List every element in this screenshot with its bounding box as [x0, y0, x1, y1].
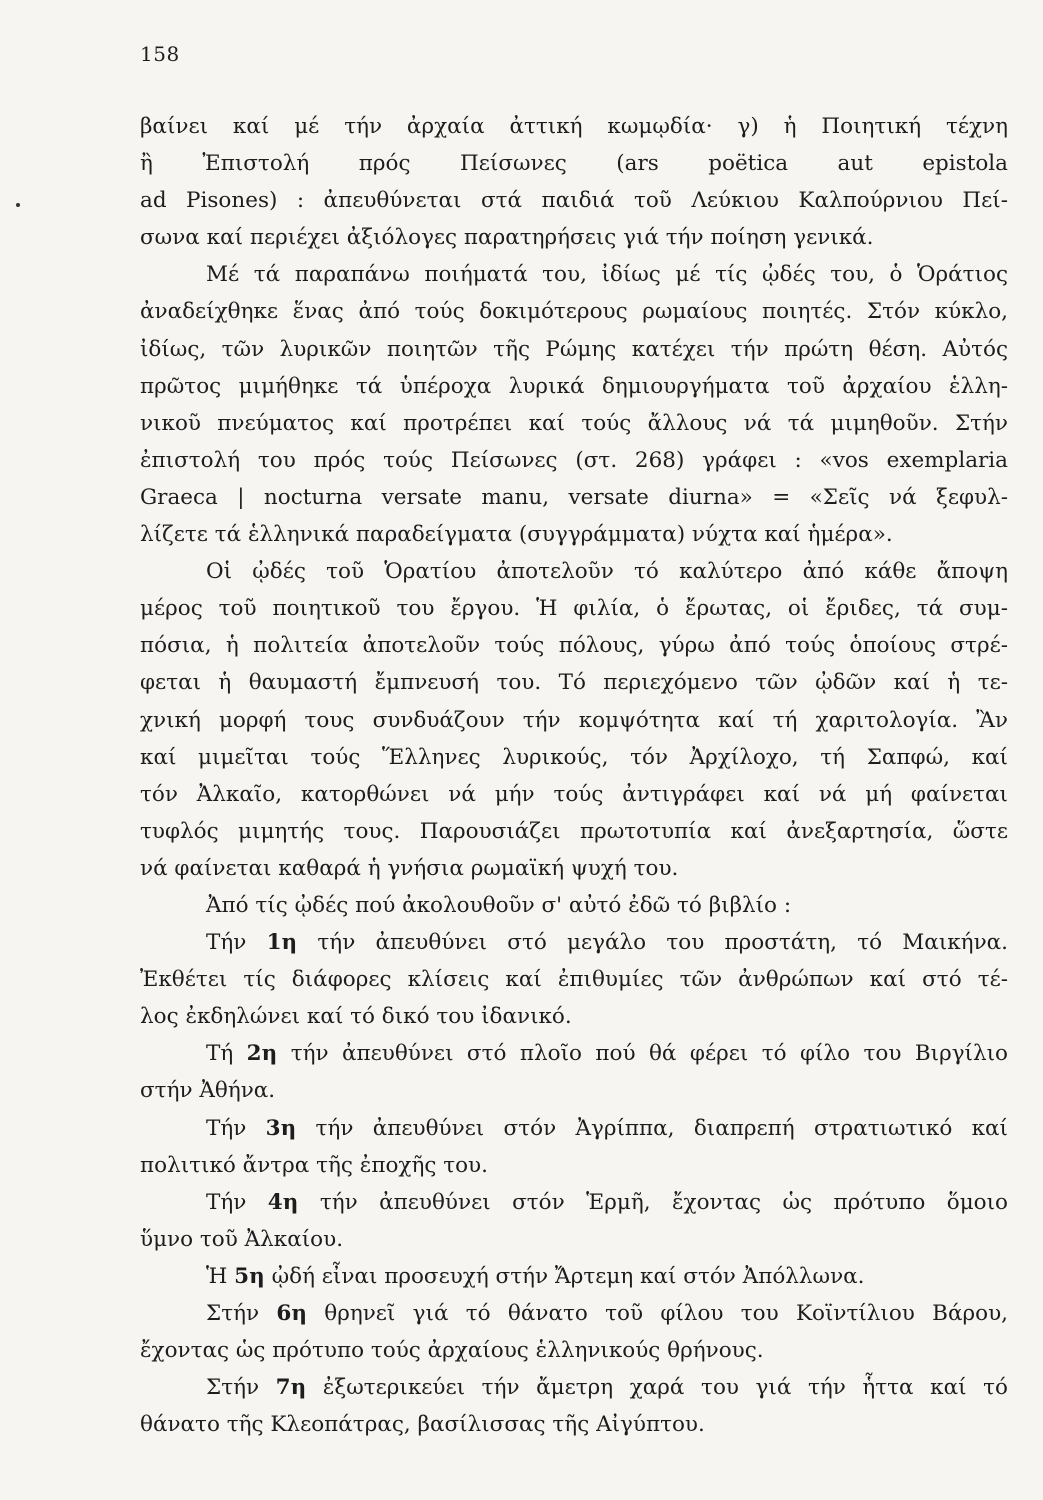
text-line: ἐπιστολή του πρός τούς Πείσωνες (στ. 268) γράφει : «vos exemplaria: [140, 447, 1008, 473]
text-line: Μέ τά παραπάνω ποιήματά του, ἰδίως μέ τίς ᾠδές του, ὁ Ὁράτιος: [206, 262, 1008, 288]
margin-mark: [16, 203, 20, 207]
text-line: ad Pisones) : ἀπευθύνεται στά παιδιά τοῦ Λεύκιου Καλπούρνιου Πεί-: [140, 188, 1008, 214]
line-text: ἐξωτερικεύει τήν ἄμετρη χαρά του γιά τήν ἧττα καί τό: [306, 1375, 1008, 1401]
text-line: [140, 1295, 1008, 1332]
text-line: πρῶτος μιμήθηκε τά ὑπέροχα λυρικά δημιουργήματα τοῦ ἀρχαίου ἑλλη-: [140, 373, 1008, 399]
text-line: Graeca | nocturna versate manu, versate diurna» = «Σεῖς νά ξεφυλ-: [140, 484, 1008, 510]
line-text: Στήν: [206, 1301, 277, 1326]
text-line: ἔχοντας ὡς πρότυπο τούς ἀρχαίους ἑλληνικούς θρήνους.: [140, 1338, 764, 1364]
text-line: [140, 924, 1008, 961]
text-line: [140, 1184, 1008, 1221]
text-line: ὕμνο τοῦ Ἀλκαίου.: [140, 1226, 344, 1252]
ode-number: 2η: [246, 1041, 278, 1067]
line-text: Ἡ: [206, 1263, 235, 1289]
page-number: 158: [140, 42, 180, 66]
line-text: τήν ἀπευθύνει στόν Ἑρμῆ, ἔχοντας ὡς πρότυπο ὅμοιο: [298, 1189, 1008, 1215]
body-text: [140, 108, 1008, 1443]
line-text: Τήν: [206, 1115, 266, 1141]
line-text: Τή: [206, 1041, 247, 1067]
text-line: τυφλός μιμητής τους. Παρουσιάζει πρωτοτυπία καί ἀνεξαρτησία, ὥστε: [140, 818, 1008, 844]
text-line: νά φαίνεται καθαρά ἡ γνήσια ρωμαϊκή ψυχή του.: [140, 855, 679, 881]
text-line: [140, 1110, 1008, 1147]
ode-number: 4η: [267, 1189, 299, 1215]
text-line: μέρος τοῦ ποιητικοῦ του ἔργου. Ἡ φιλία, ὁ ἔρωτας, οἱ ἔριδες, τά συμ-: [140, 596, 1008, 622]
line-text: θρηνεῖ γιά τό θάνατο τοῦ φίλου του Κοϊντίλιου Βάρου,: [306, 1301, 1008, 1326]
line-text: τήν ἀπευθύνει στό μεγάλο του προστάτη, τό Μαικήνα.: [297, 930, 1008, 956]
text-line: τόν Ἀλκαῖο, κατορθώνει νά μήν τούς ἀντιγράφει καί νά μή φαίνεται: [140, 781, 1008, 807]
line-text: ᾠδή εἶναι προσευχή στήν Ἄρτεμη καί στόν Ἀπόλλωνα.: [264, 1263, 865, 1289]
line-text: Στήν: [206, 1375, 276, 1401]
text-line: σωνα καί περιέχει ἀξιόλογες παρατηρήσεις γιά τήν ποίηση γενικά.: [140, 225, 874, 251]
text-line: νικοῦ πνεύματος καί προτρέπει καί τούς ἄλλους νά τά μιμηθοῦν. Στήν: [140, 410, 1008, 436]
text-line: πολιτικό ἄντρα τῆς ἐποχῆς του.: [140, 1152, 488, 1178]
text-line: πόσια, ἡ πολιτεία ἀποτελοῦν τούς πόλους, γύρω ἀπό τούς ὁποίους στρέ-: [140, 633, 1008, 659]
text-line: ἢ Ἐπιστολή πρός Πείσωνες (ars poëtica aut epistola: [140, 151, 1008, 177]
text-line: φεται ἡ θαυμαστή ἔμπνευσή του. Τό περιεχόμενο τῶν ᾠδῶν καί ἡ τε-: [140, 670, 1008, 696]
text-line: Ἀπό τίς ᾠδές πού ἀκολουθοῦν σ' αὐτό ἐδῶ τό βιβλίο :: [206, 892, 792, 918]
text-line: καί μιμεῖται τούς Ἕλληνες λυρικούς, τόν Ἀρχίλοχο, τή Σαπφώ, καί: [140, 744, 1008, 770]
text-line: [140, 1369, 1008, 1406]
ode-number: 3η: [265, 1115, 297, 1141]
text-line: λίζετε τά ἑλληνικά παραδείγματα (συγγράμματα) νύχτα καί ἡμέρα».: [140, 522, 893, 548]
text-line: λος ἐκδηλώνει καί τό δικό του ἰδανικό.: [140, 1004, 572, 1030]
text-line: ἀναδείχθηκε ἕνας ἀπό τούς δοκιμότερους ρωμαίους ποιητές. Στόν κύκλο,: [140, 299, 1008, 325]
line-text: Τήν: [206, 930, 267, 956]
text-line: βαίνει καί μέ τήν ἀρχαία ἀττική κωμῳδία· γ) ἡ Ποιητική τέχνη: [140, 114, 1008, 139]
ode-number: 5η: [234, 1263, 265, 1289]
text-line: χνική μορφή τους συνδυάζουν τήν κομψότητα καί τή χαριτολογία. Ἂν: [140, 707, 1008, 733]
line-text: τήν ἀπευθύνει στό πλοῖο πού θά φέρει τό φίλο του Βιργίλιο: [277, 1041, 1008, 1067]
text-line: [140, 1035, 1008, 1072]
text-line: Ἐκθέτει τίς διάφορες κλίσεις καί ἐπιθυμίες τῶν ἀνθρώπων καί στό τέ-: [140, 967, 1008, 993]
text-line: στήν Ἀθήνα.: [140, 1078, 276, 1104]
ode-number: 1η: [266, 930, 298, 956]
line-text: τήν ἀπευθύνει στόν Ἀγρίππα, διαπρεπή στρατιωτικό καί: [296, 1115, 1008, 1141]
text-line: Οἱ ᾠδές τοῦ Ὁρατίου ἀποτελοῦν τό καλύτερο ἀπό κάθε ἄποψη: [206, 559, 1008, 585]
line-text: Τήν: [206, 1189, 268, 1215]
ode-number: 6η: [276, 1301, 307, 1326]
text-line: ἰδίως, τῶν λυρικῶν ποιητῶν τῆς Ρώμης κατέχει τήν πρώτη θέση. Αὐτός: [140, 336, 1008, 362]
ode-number: 7η: [275, 1375, 307, 1401]
text-line: θάνατο τῆς Κλεοπάτρας, βασίλισσας τῆς Αἰγύπτου.: [140, 1412, 705, 1438]
text-line: [140, 1258, 1008, 1295]
